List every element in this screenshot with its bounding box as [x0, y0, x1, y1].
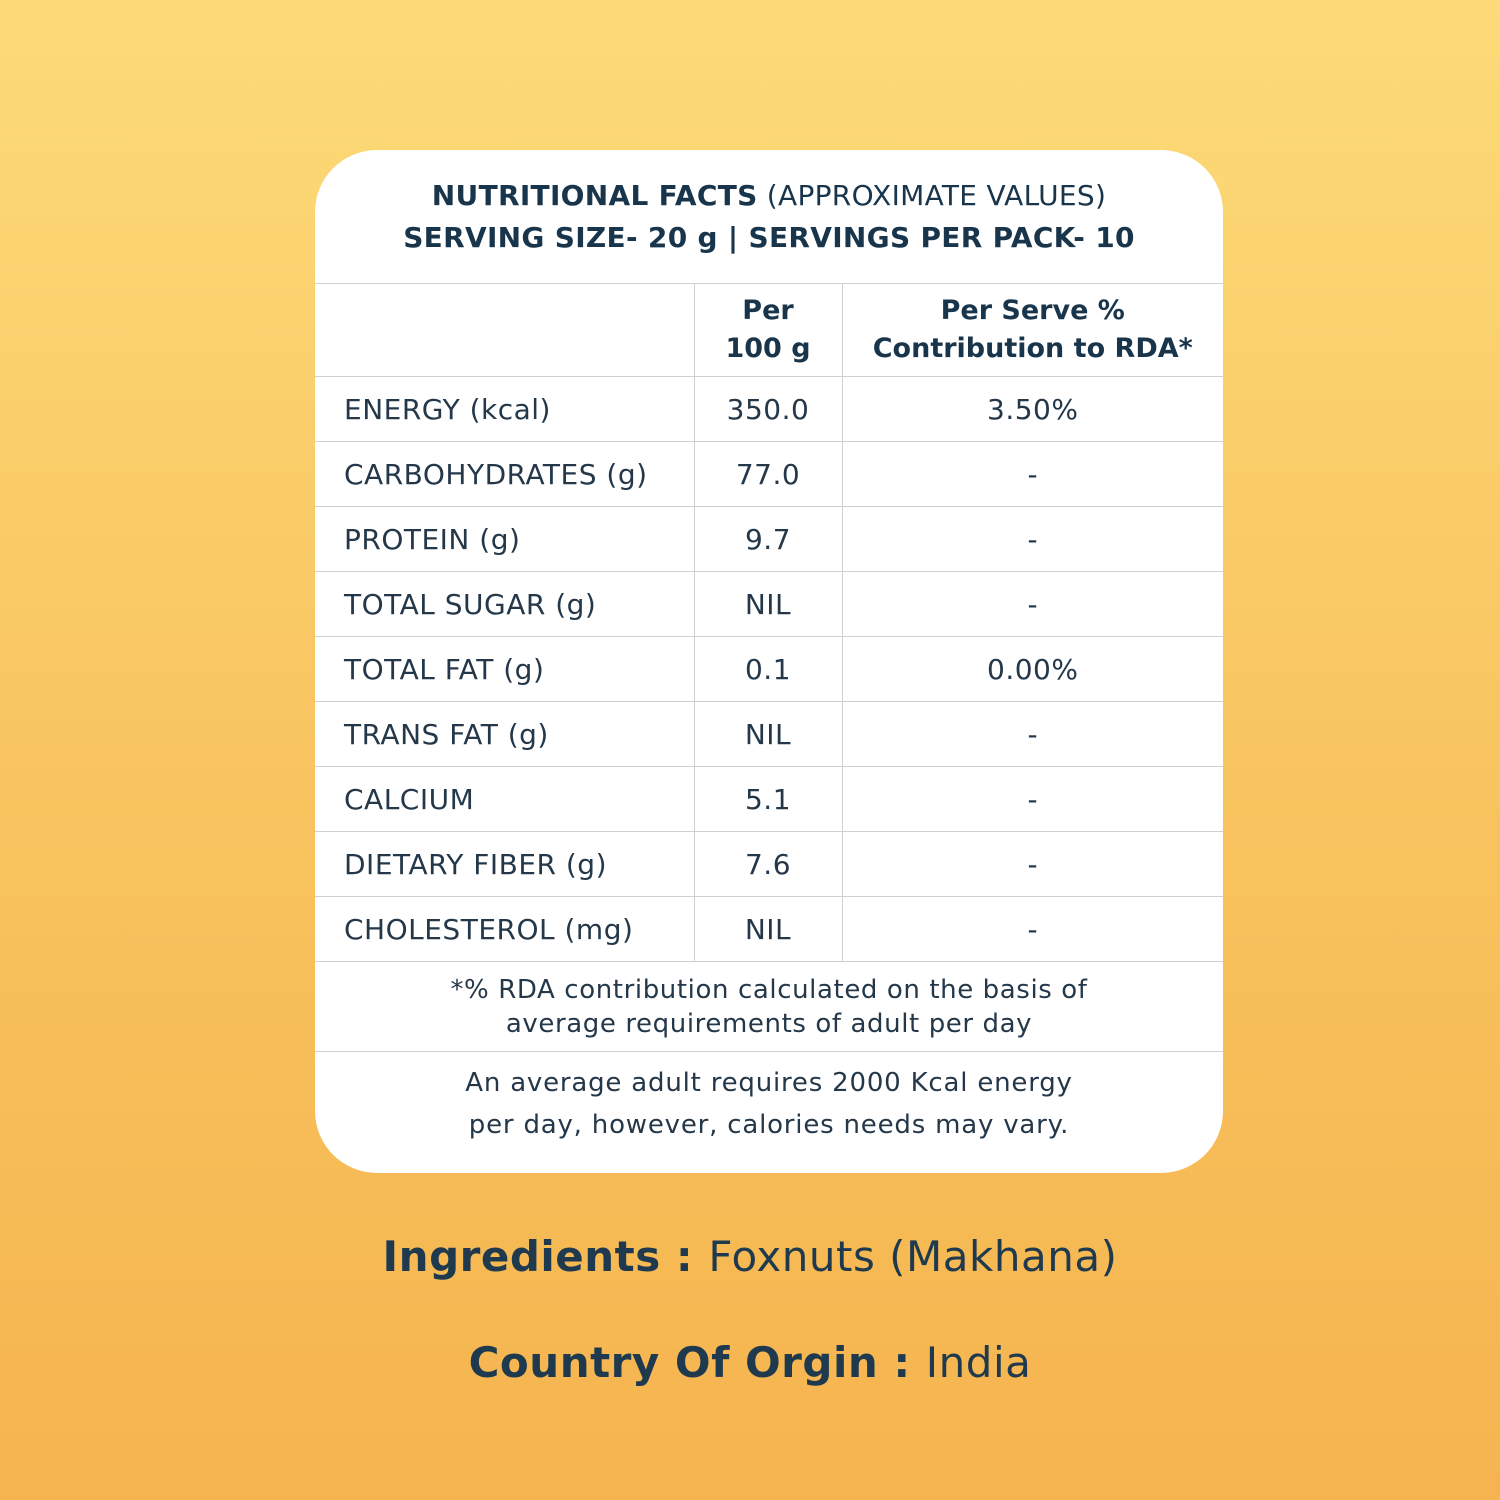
- rda-value: 3.50%: [842, 377, 1223, 442]
- energy-note-line1: An average adult requires 2000 Kcal energy: [465, 1068, 1073, 1098]
- table-row: [315, 442, 1223, 507]
- table-row: [315, 832, 1223, 897]
- nutrition-table: [315, 284, 1223, 962]
- nutrient-name: CARBOHYDRATES (g): [315, 442, 694, 507]
- nutrient-name: CALCIUM: [315, 767, 694, 832]
- rda-value: -: [842, 442, 1223, 507]
- title-regular: (APPROXIMATE VALUES): [757, 178, 1107, 212]
- per-100g-value: NIL: [694, 897, 842, 962]
- table-row: [315, 377, 1223, 442]
- nutrition-facts-card: [315, 150, 1223, 1173]
- title-bold: NUTRITIONAL FACTS: [431, 178, 758, 212]
- nutrition-title: [432, 175, 1106, 217]
- header-per-100g: [694, 284, 842, 377]
- rda-value: -: [842, 767, 1223, 832]
- per-100g-value: NIL: [694, 702, 842, 767]
- rda-value: -: [842, 897, 1223, 962]
- per-100g-value: 7.6: [694, 832, 842, 897]
- rda-value: 0.00%: [842, 637, 1223, 702]
- rda-value: -: [842, 507, 1223, 572]
- table-row: [315, 507, 1223, 572]
- ingredients-label: Ingredients :: [382, 1232, 709, 1281]
- table-row: [315, 767, 1223, 832]
- rda-value: -: [842, 572, 1223, 637]
- table-row: [315, 702, 1223, 767]
- origin-label: Country Of Orgin :: [468, 1338, 926, 1387]
- nutrient-name: DIETARY FIBER (g): [315, 832, 694, 897]
- per-100g-value: 9.7: [694, 507, 842, 572]
- nutrient-name: TOTAL SUGAR (g): [315, 572, 694, 637]
- ingredients-line: [0, 1232, 1500, 1281]
- rda-footnote-line2: average requirements of adult per day: [505, 1008, 1033, 1039]
- nutrient-name: TRANS FAT (g): [315, 702, 694, 767]
- rda-footnote: [315, 962, 1223, 1052]
- energy-note: [315, 1052, 1223, 1168]
- origin-value: India: [925, 1338, 1032, 1387]
- nutrient-name: TOTAL FAT (g): [315, 637, 694, 702]
- energy-note-line2: per day, however, calories needs may vary.: [468, 1110, 1070, 1140]
- header-nutrient: [315, 284, 694, 377]
- per-100g-value: 350.0: [694, 377, 842, 442]
- per-100g-value: NIL: [694, 572, 842, 637]
- ingredients-value: Foxnuts (Makhana): [708, 1232, 1118, 1281]
- table-header-row: [315, 284, 1223, 377]
- table-row: [315, 572, 1223, 637]
- rda-value: -: [842, 832, 1223, 897]
- serving-info: SERVING SIZE- 20 g | SERVINGS PER PACK- 10: [403, 220, 1135, 254]
- header-per-100g-line1: Per: [742, 295, 794, 326]
- origin-line: [0, 1338, 1500, 1387]
- header-per-100g-line2: 100 g: [725, 333, 811, 364]
- nutrient-name: CHOLESTEROL (mg): [315, 897, 694, 962]
- table-row: [315, 897, 1223, 962]
- per-100g-value: 5.1: [694, 767, 842, 832]
- per-100g-value: 77.0: [694, 442, 842, 507]
- nutrient-name: ENERGY (kcal): [315, 377, 694, 442]
- rda-value: -: [842, 702, 1223, 767]
- header-rda-line1: Per Serve %: [940, 295, 1125, 326]
- rda-footnote-line1: *% RDA contribution calculated on the basis of: [450, 974, 1088, 1005]
- per-100g-value: 0.1: [694, 637, 842, 702]
- nutrient-name: PROTEIN (g): [315, 507, 694, 572]
- table-row: [315, 637, 1223, 702]
- header-rda-line2: Contribution to RDA*: [872, 333, 1193, 364]
- header-rda: [842, 284, 1223, 377]
- nutrition-header: [315, 150, 1223, 284]
